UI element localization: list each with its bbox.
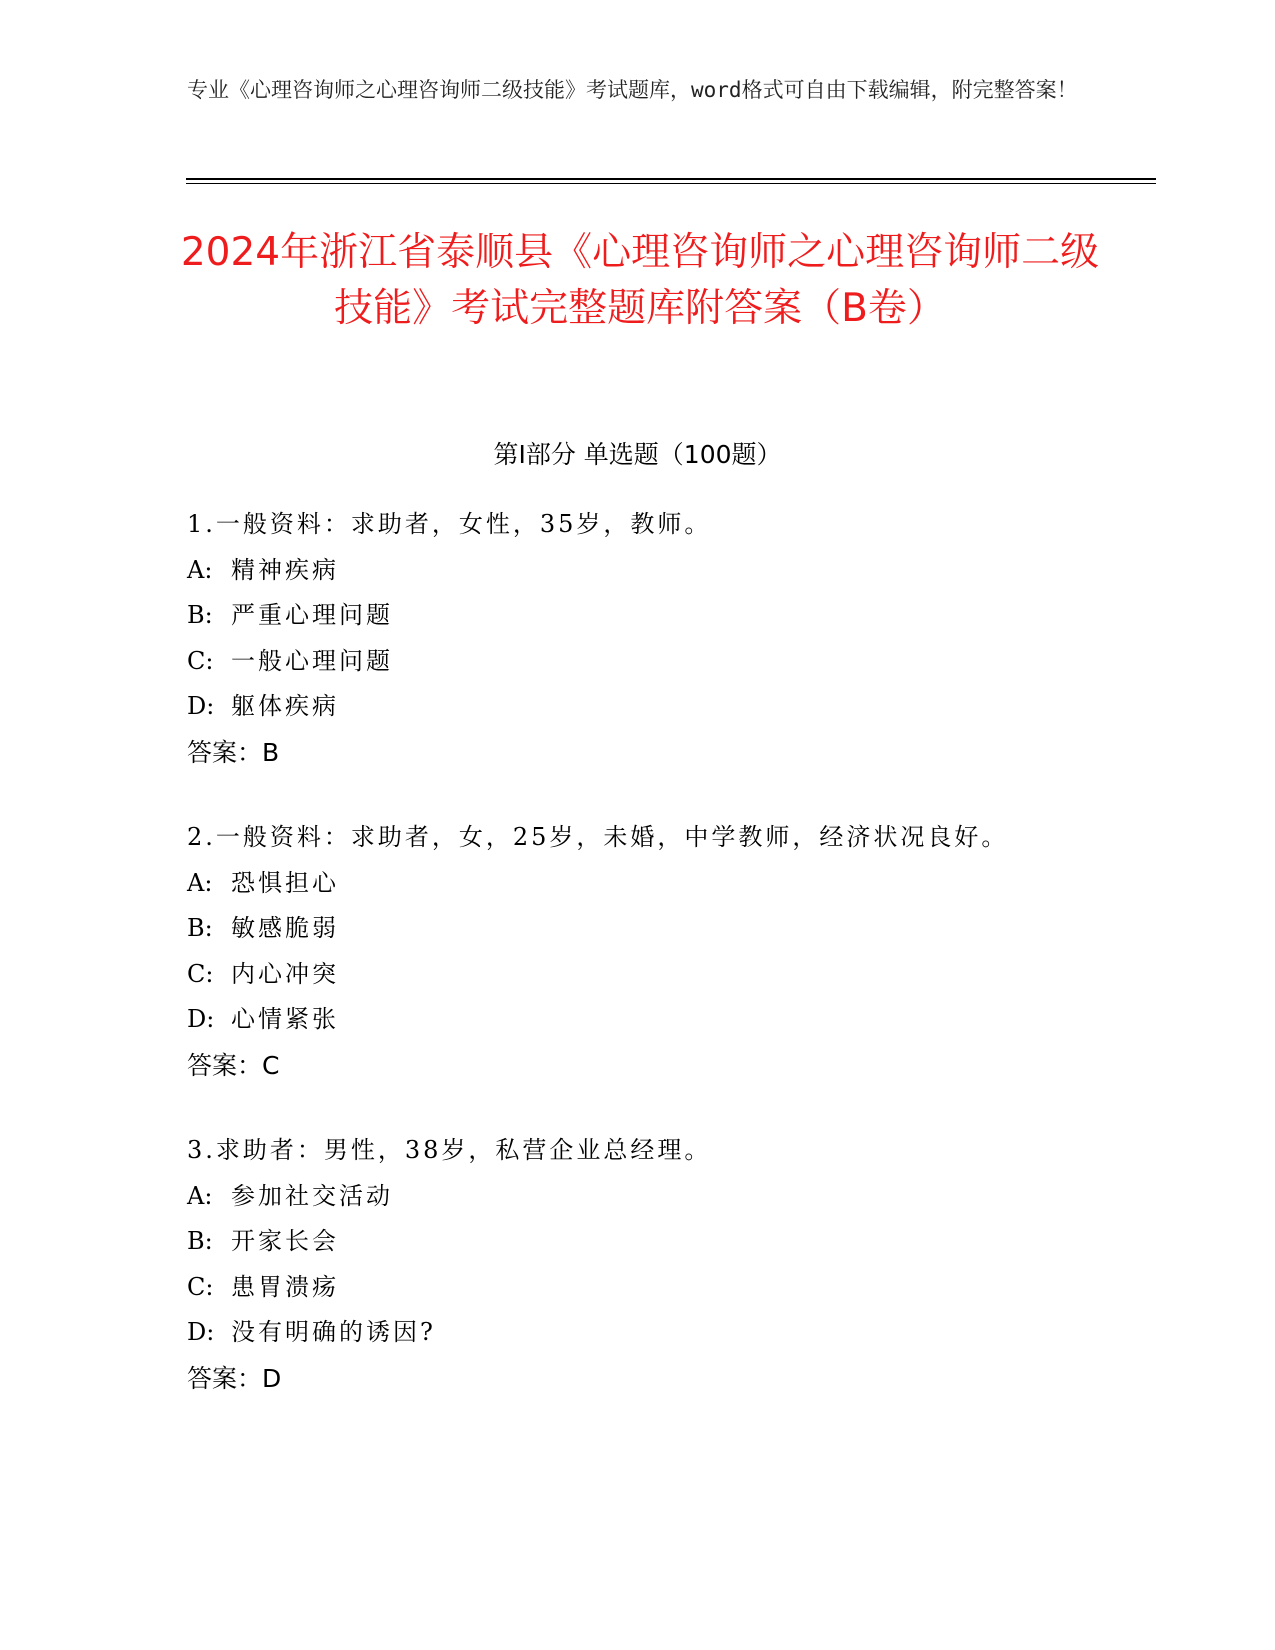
option-key: C: [187,959,214,988]
option-b [187,1219,1137,1265]
option-text: 心情紧张 [231,1005,339,1033]
question-stem: 2.一般资料：求助者，女，25岁，未婚，中学教师，经济状况良好。 [187,823,1009,851]
option-text: 敏感脆弱 [231,914,339,942]
option-c [187,639,1137,685]
section-heading: 第Ⅰ部分 单选题（100题） [493,440,782,469]
question-2 [187,815,1137,1088]
option-key: A: [187,555,213,584]
option-key: B: [187,1227,213,1255]
option-a [187,548,1137,594]
header-divider-thin [186,183,1156,184]
document-title: 2024年浙江省泰顺县《心理咨询师之心理咨询师二级技能》考试完整题库附答案（B卷） [180,230,1100,331]
option-key: A: [187,868,213,897]
header-note: 专业《心理咨询师之心理咨询师二级技能》考试题库，word格式可自由下载编辑，附完整答案！ [187,78,1078,102]
question-1 [187,502,1137,775]
option-text: 恐惧担心 [231,868,339,897]
option-text: 参加社交活动 [231,1181,393,1210]
option-text: 一般心理问题 [231,646,393,675]
option-key: D: [187,1005,215,1033]
option-text: 躯体疾病 [231,692,339,720]
option-key: B: [187,914,213,942]
option-b [187,593,1137,639]
option-d [187,684,1137,730]
question-stem: 3.求助者：男性，38岁，私营企业总经理。 [187,1136,712,1164]
option-text: 严重心理问题 [231,601,393,629]
option-text: 精神疾病 [231,555,339,584]
option-text: 内心冲突 [231,959,339,988]
answer-line: 答案：B [187,737,280,767]
option-c [187,1265,1137,1311]
option-d [187,997,1137,1043]
option-key: D: [187,1318,215,1346]
option-text: 开家长会 [231,1227,339,1255]
option-key: A: [187,1181,213,1210]
option-key: C: [187,1272,214,1301]
option-a [187,861,1137,907]
option-a [187,1174,1137,1220]
option-text: 没有明确的诱因? [231,1318,436,1346]
option-key: C: [187,646,214,675]
option-text: 患胃溃疡 [231,1272,339,1301]
header-divider-thick [186,178,1156,180]
option-b [187,906,1137,952]
answer-line: 答案：C [187,1050,280,1080]
question-stem: 1.一般资料：求助者，女性，35岁，教师。 [187,510,712,538]
option-key: D: [187,692,215,720]
answer-line: 答案：D [187,1363,282,1393]
option-c [187,952,1137,998]
option-d [187,1310,1137,1356]
question-3 [187,1128,1137,1401]
option-key: B: [187,601,213,629]
